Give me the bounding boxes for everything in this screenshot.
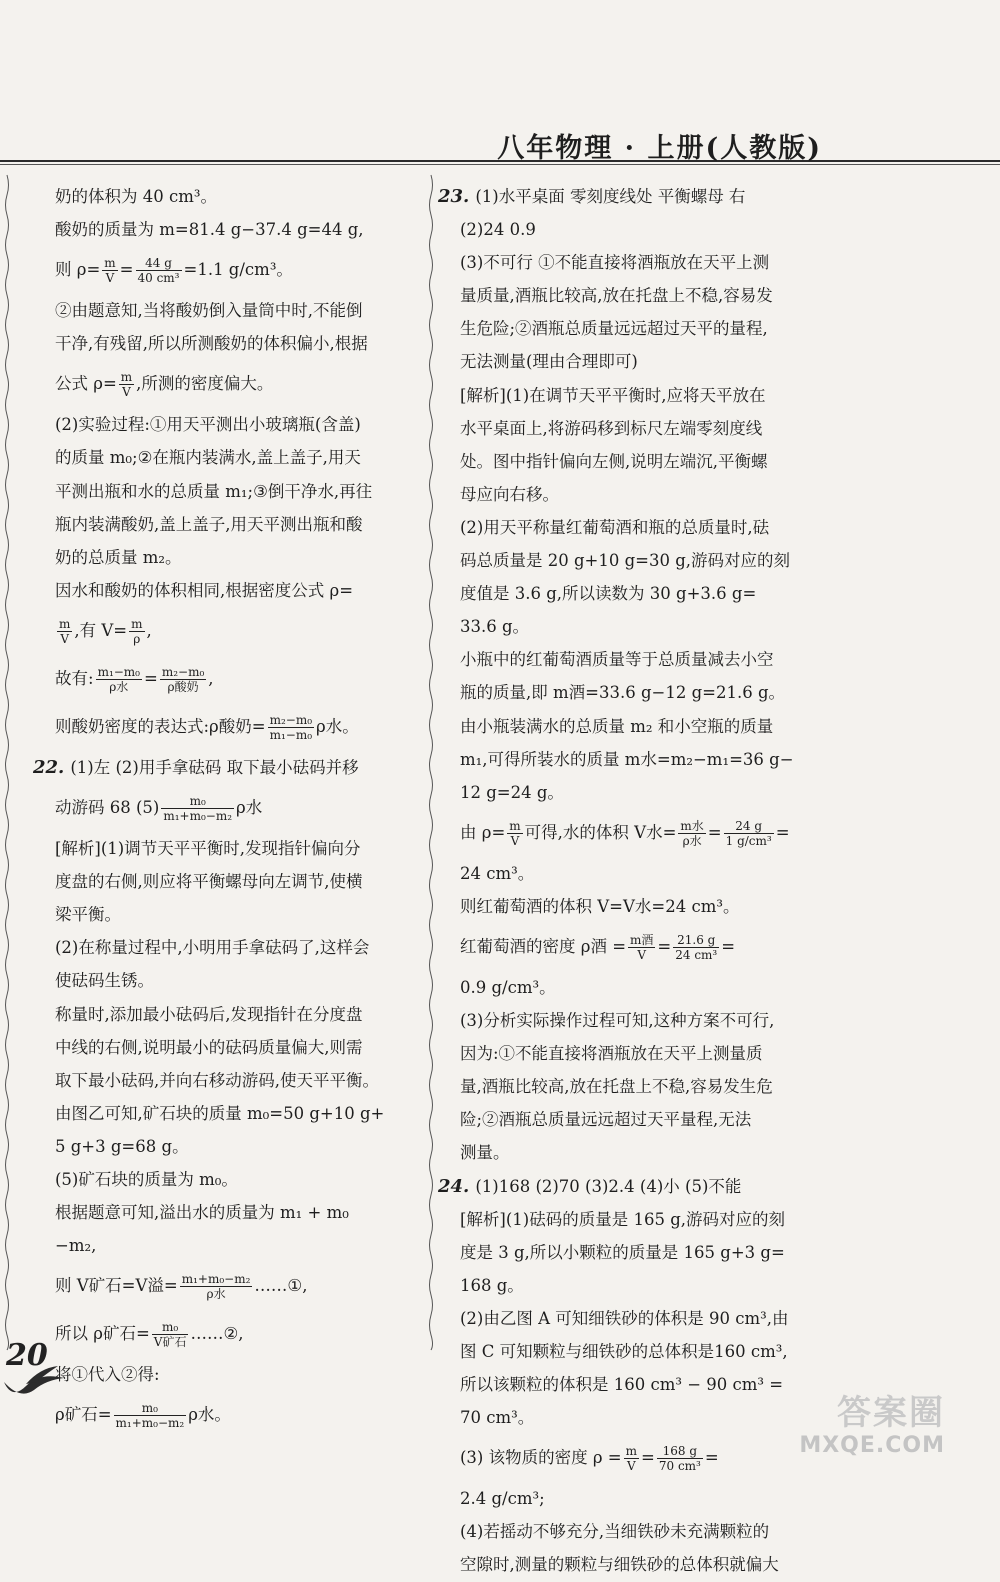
text-line: (4)若摇动不够充分,当细铁砂未充满颗粒的 [460, 1522, 770, 1542]
formula-text: ……①, [254, 1276, 308, 1296]
formula-line [55, 784, 407, 832]
fraction [119, 370, 134, 399]
fraction-denominator: ρ [133, 631, 141, 646]
fraction-denominator: ρ酸奶 [167, 679, 199, 694]
question-answer-line [438, 1170, 832, 1203]
text-line: ②由题意知,当将酸奶倒入量筒中时,不能倒 [55, 301, 363, 321]
fraction-numerator: m [625, 1444, 638, 1459]
fraction [628, 933, 655, 962]
formula-text: , [146, 620, 152, 640]
text-line: 2.4 g/cm³; [460, 1489, 545, 1509]
fraction-numerator: 44 g [136, 256, 182, 271]
formula-text: ρ矿石= [55, 1405, 112, 1425]
text-line: 干净,有残留,所以所测酸奶的体积偏小,根据 [55, 334, 368, 354]
text-line: −m₂, [55, 1236, 97, 1256]
text-line: (2)实验过程:①用天平测出小玻璃瓶(含盖) [55, 415, 361, 435]
fraction [129, 617, 144, 646]
text-line: (2)由乙图 A 可知细铁砂的体积是 90 cm³,由 [460, 1308, 789, 1328]
formula-text: 则 ρ= [55, 260, 101, 280]
text-line: 所以该颗粒的体积是 160 cm³ − 90 cm³ = [460, 1375, 784, 1395]
fraction-denominator: 1 g/cm³ [725, 833, 772, 848]
fraction-denominator: V [60, 631, 70, 646]
formula-text: 由 ρ= [460, 822, 506, 842]
text-line: (2)用天平称量红葡萄酒和瓶的总质量时,砝 [460, 517, 770, 537]
text-line: 量,酒瓶比较高,放在托盘上不稳,容易发生危 [460, 1077, 773, 1097]
fraction-denominator: V [122, 385, 131, 400]
formula-line [460, 923, 832, 971]
formula-text: = [144, 668, 158, 688]
question-answer-text: (1)168 (2)70 (3)2.4 (4)小 (5)不能 [475, 1176, 742, 1196]
text-line: 梁平衡。 [55, 905, 121, 925]
fraction [657, 1444, 703, 1473]
formula-text: 可得,水的体积 V水= [524, 822, 677, 842]
text-line: 根据题意可知,溢出水的质量为 m₁ + m₀ [55, 1203, 349, 1223]
fraction [724, 819, 774, 848]
fraction-numerator: m₁+m₀−m₂ [181, 1272, 251, 1287]
column-divider-wavy-line [428, 175, 434, 1350]
formula-text: (3) 该物质的密度 ρ = [460, 1448, 622, 1468]
fraction-numerator: m₂−m₀ [161, 664, 205, 679]
fraction [114, 1401, 187, 1430]
text-line: 取下最小砝码,并向右移动游码,使天平平衡。 [55, 1070, 379, 1090]
fraction-denominator: m₁+m₀−m₂ [115, 1416, 185, 1431]
text-line: [解析](1)砝码的质量是 165 g,游码对应的刻 [460, 1209, 786, 1229]
text-line: 码总质量是 20 g+10 g=30 g,游码对应的刻 [460, 551, 791, 571]
fraction [624, 1444, 639, 1473]
text-line: 将①代入②得: [55, 1365, 160, 1385]
fraction-denominator: V [105, 271, 115, 286]
leaf-ornament-icon [0, 1360, 70, 1400]
text-line: 使砝码生锈。 [55, 971, 154, 991]
fraction-denominator: V [510, 833, 520, 848]
formula-line [55, 360, 407, 408]
fraction [180, 1272, 253, 1301]
fraction [57, 617, 72, 646]
text-line: 12 g=24 g。 [460, 782, 564, 802]
fraction [160, 665, 206, 694]
fraction-denominator: 40 cm³ [137, 271, 180, 286]
text-line: 生危险;②酒瓶总质量远远超过天平的量程, [460, 319, 768, 339]
text-line: 度值是 3.6 g,所以读数为 30 g+3.6 g= [460, 584, 757, 604]
text-line: (3)不可行 ①不能直接将酒瓶放在天平上测 [460, 253, 770, 273]
text-line: 度盘的右侧,则应将平衡螺母向左调节,使横 [55, 872, 363, 892]
fraction-numerator: m [509, 818, 521, 833]
fraction [161, 794, 234, 823]
fraction-numerator: m₀ [152, 1320, 189, 1335]
formula-line [55, 703, 407, 751]
formula-text: ,有 V= [74, 620, 128, 640]
text-line: 称量时,添加最小砝码后,发现指针在分度盘 [55, 1004, 363, 1024]
text-line: 处。图中指针偏向左侧,说明左端沉,平衡螺 [460, 451, 768, 471]
question-answer-text: (1)水平桌面 零刻度线处 平衡螺母 右 [475, 187, 746, 206]
fraction-denominator: V [627, 1459, 636, 1474]
text-line: (3)分析实际操作过程可知,这种方案不可行, [460, 1011, 775, 1031]
text-line: 酸奶的质量为 m=81.4 g−37.4 g=44 g, [55, 220, 364, 240]
text-line: 测量。 [460, 1143, 510, 1163]
fraction-numerator: 168 g [657, 1444, 703, 1459]
text-line: 图 C 可知颗粒与细铁砂的总体积是160 cm³, [460, 1342, 788, 1361]
question-number: 22. [33, 756, 65, 778]
fraction-numerator: m水 [680, 818, 704, 833]
text-line: (2)在称量过程中,小明用手拿砝码了,这样会 [55, 938, 370, 958]
fraction-denominator: 24 cm³ [675, 947, 718, 962]
text-line: 0.9 g/cm³。 [460, 977, 556, 997]
fraction [678, 819, 705, 848]
formula-line [55, 655, 407, 703]
text-line: 由图乙可知,矿石块的质量 m₀=50 g+10 g+ [55, 1103, 385, 1123]
fraction [673, 933, 719, 962]
fraction-numerator: m [120, 370, 133, 385]
fraction [136, 256, 182, 285]
right-column [438, 180, 832, 1582]
formula-line [460, 809, 832, 857]
fraction-numerator: m [131, 616, 143, 631]
fraction [102, 256, 117, 285]
text-line: (2)24 0.9 [460, 220, 536, 240]
question-answer-line [438, 180, 832, 213]
fraction-numerator: m₀ [114, 1401, 187, 1416]
fraction-numerator: m₀ [161, 794, 234, 809]
formula-text: 故有: [55, 668, 94, 688]
fraction [96, 665, 142, 694]
formula-text: 则酸奶密度的表达式:ρ酸奶= [55, 716, 266, 736]
text-line: m₁,可得所装水的质量 m水=m₂−m₁=36 g− [460, 749, 794, 769]
formula-text: 则 V矿石=V溢= [55, 1276, 178, 1296]
text-line: 24 cm³。 [460, 863, 535, 883]
text-line: 瓶的质量,即 m酒=33.6 g−12 g=21.6 g。 [460, 683, 786, 703]
fraction-denominator: ρ水 [109, 679, 129, 694]
text-line: 奶的总质量 m₂。 [55, 547, 182, 567]
question-number: 24. [438, 1175, 470, 1197]
fraction-numerator: m₁−m₀ [97, 664, 140, 679]
fraction-numerator: 21.6 g [673, 933, 719, 948]
watermark-logo-text: 答案圈 [837, 1393, 945, 1433]
fraction-numerator: m [59, 616, 71, 631]
text-line: 由小瓶装满水的总质量 m₂ 和小空瓶的质量 [460, 716, 774, 736]
text-line: 中线的右侧,说明最小的砝码质量偏大,则需 [55, 1037, 363, 1057]
watermark-url: MXQE.COM [799, 1433, 945, 1458]
fraction-denominator: ρ水 [682, 833, 702, 848]
formula-text: = [119, 260, 134, 280]
text-line: 168 g。 [460, 1275, 524, 1295]
fraction-numerator: m酒 [630, 932, 654, 947]
fraction-numerator: m₂−m₀ [269, 712, 313, 727]
text-line: 空隙时,测量的颗粒与细铁砂的总体积就偏大 [460, 1555, 779, 1575]
formula-text: ρ水 [236, 798, 263, 818]
formula-text: , [208, 668, 214, 688]
question-number: 23. [438, 186, 470, 207]
fraction-denominator: m₁+m₀−m₂ [163, 809, 233, 824]
text-line: 因水和酸奶的体积相同,根据密度公式 ρ= [55, 580, 354, 600]
text-line: 5 g+3 g=68 g。 [55, 1136, 189, 1156]
formula-text: 动游码 68 (5) [55, 798, 160, 818]
formula-text: =1.1 g/cm³。 [183, 260, 293, 280]
fraction-denominator: ρ水 [206, 1287, 226, 1302]
fraction-denominator: V [637, 947, 647, 962]
formula-text: 所以 ρ矿石= [55, 1324, 150, 1344]
text-line: 的质量 m₀;②在瓶内装满水,盖上盖子,用天 [55, 448, 361, 468]
text-line: 无法测量(理由合理即可) [460, 352, 638, 372]
text-line: 70 cm³。 [460, 1408, 535, 1428]
formula-text: ……②, [190, 1324, 244, 1344]
formula-text: = [775, 822, 790, 842]
text-line: [解析](1)在调节天平平衡时,应将天平放在 [460, 385, 766, 405]
formula-text: = [707, 822, 722, 842]
text-line: 水平桌面上,将游码移到标尺左端零刻度线 [460, 418, 763, 438]
text-line: 母应向右移。 [460, 484, 559, 504]
text-line: 量质量,酒瓶比较高,放在托盘上不稳,容易发 [460, 286, 773, 306]
text-line: 小瓶中的红葡萄酒质量等于总质量减去小空 [460, 650, 774, 670]
question-answer-line [33, 751, 407, 784]
text-line: 度是 3 g,所以小颗粒的质量是 165 g+3 g= [460, 1242, 785, 1262]
formula-text: 红葡萄酒的密度 ρ酒 = [460, 936, 627, 956]
text-line: 平测出瓶和水的总质量 m₁;③倒干净水,再往 [55, 481, 373, 501]
formula-text: 公式 ρ= [55, 374, 117, 394]
text-line: 33.6 g。 [460, 617, 530, 637]
formula-text: ,所测的密度偏大。 [136, 374, 274, 394]
left-column [33, 180, 407, 1439]
page-header-title: 八年物理 · 上册(人教版) [497, 133, 822, 164]
formula-text: = [704, 1448, 719, 1468]
formula-line [55, 607, 407, 655]
formula-text: = [641, 1448, 655, 1468]
fraction-denominator: V矿石 [153, 1335, 187, 1350]
fraction [268, 713, 314, 742]
fraction-numerator: 24 g [724, 819, 774, 834]
formula-line [55, 1391, 407, 1439]
text-line: 险;②酒瓶总质量远远超过天平量程,无法 [460, 1110, 752, 1130]
formula-text: = [721, 936, 736, 956]
text-line: (5)矿石块的质量为 m₀。 [55, 1169, 238, 1189]
page-number: 20 [6, 1338, 48, 1373]
fraction-denominator: m₁−m₀ [269, 727, 313, 742]
fraction-denominator: 70 cm³ [658, 1459, 701, 1474]
left-margin-wavy-line [4, 175, 10, 1350]
formula-line [460, 1434, 832, 1482]
formula-line [55, 1310, 407, 1358]
formula-line [55, 1262, 407, 1310]
text-line: 因为:①不能直接将酒瓶放在天平上测量质 [460, 1044, 763, 1064]
text-line: 奶的体积为 40 cm³。 [55, 187, 217, 206]
fraction-numerator: m [104, 256, 116, 271]
formula-line [55, 246, 407, 294]
text-line: [解析](1)调节天平平衡时,发现指针偏向分 [55, 839, 361, 859]
formula-text: = [657, 936, 672, 956]
text-line: 瓶内装满酸奶,盖上盖子,用天平测出瓶和酸 [55, 514, 363, 534]
question-answer-text: (1)左 (2)用手拿砝码 取下最小砝码并移 [70, 757, 359, 777]
text-line: 则红葡萄酒的体积 V=V水=24 cm³。 [460, 896, 740, 916]
fraction [507, 819, 522, 848]
formula-text: ρ水。 [188, 1405, 231, 1425]
formula-text: ρ水。 [316, 716, 359, 736]
fraction [152, 1320, 189, 1349]
